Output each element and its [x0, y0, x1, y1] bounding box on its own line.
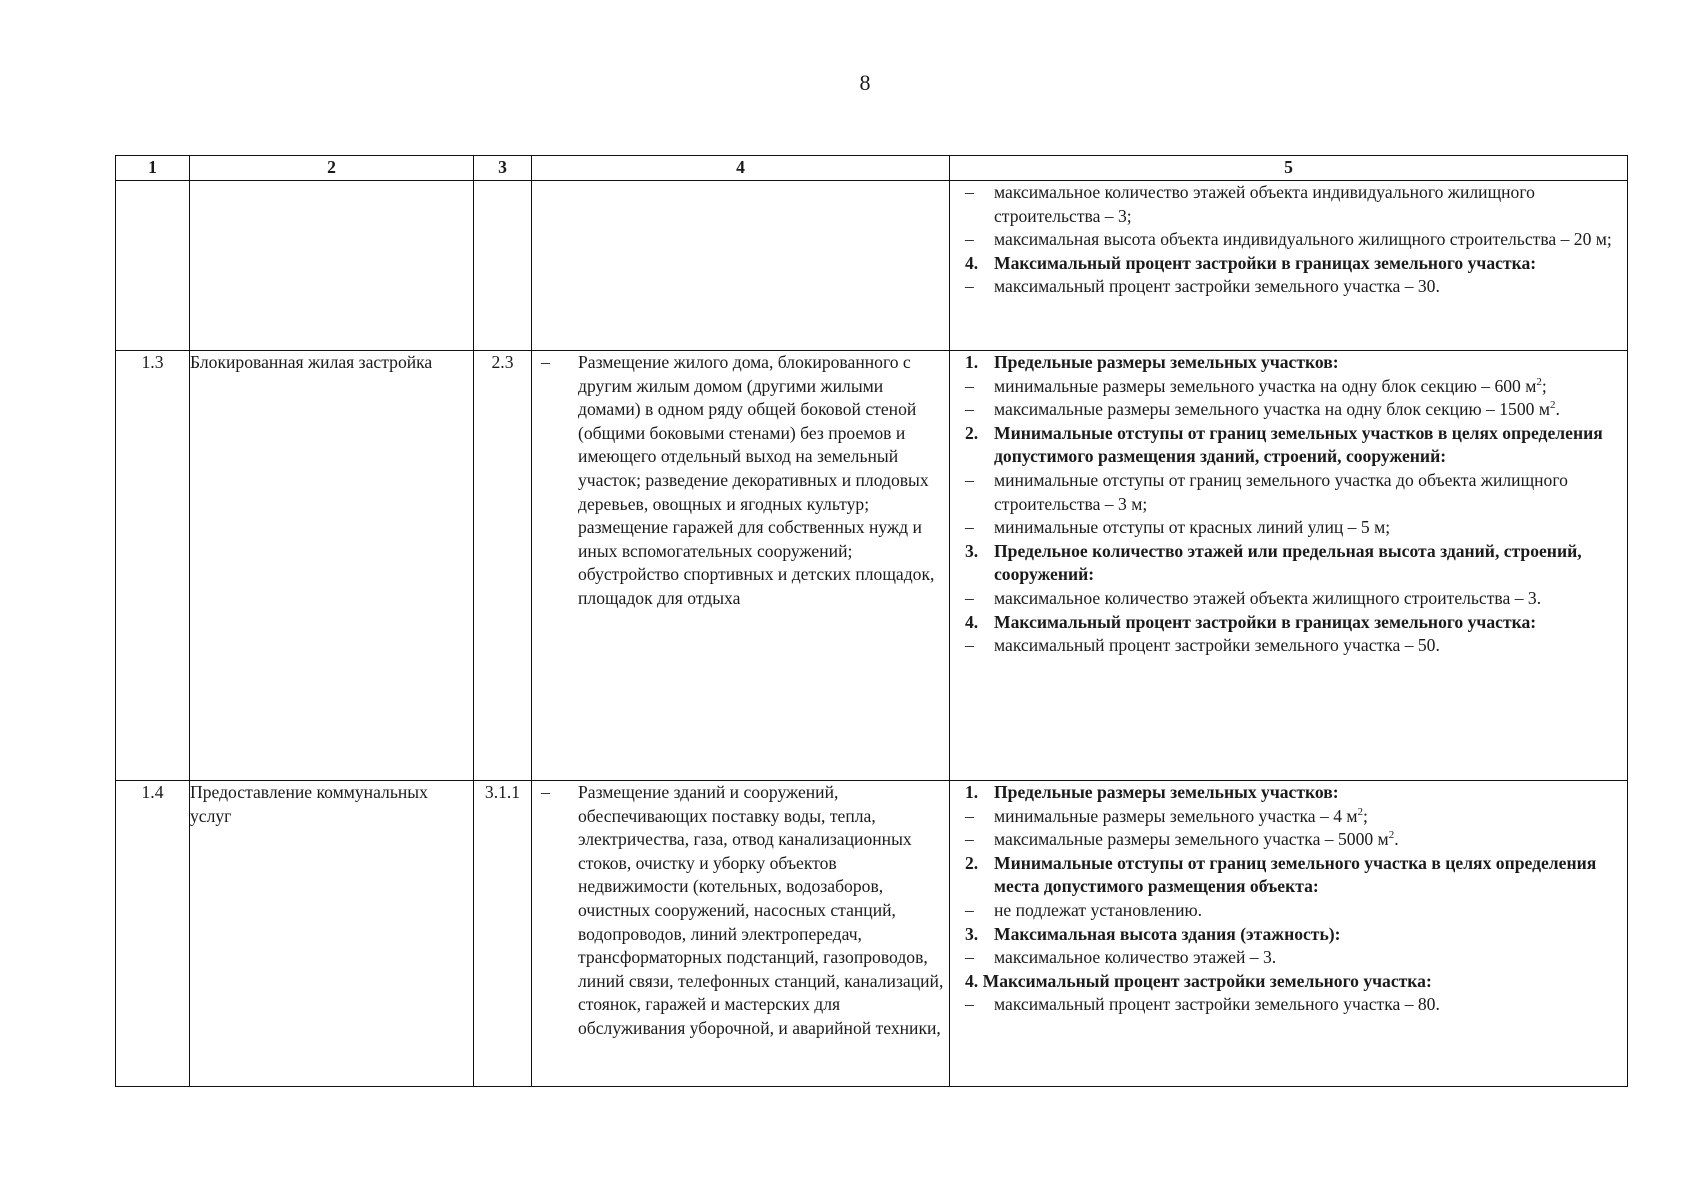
parameter-heading [950, 923, 1627, 947]
description-text: Размещение жилого дома, блокированного с другим жилым домом (другими жилыми домами) в одном ряду общей боковой стеной (общими боковыми стенами) без проемов и имеющего отдельный выход на земельный участок; разведение декоративных и плодовых деревьев, овощных и ягодных культур; размещение гаражей для собственных нужд и иных вспомогательных сооружений; обустройство спортивных и детских площадок, площадок для отдыха [578, 352, 935, 608]
parameter-text-main: максимальные размеры земельного участка – 5000 м [994, 829, 1389, 850]
parameter-text [994, 351, 1627, 375]
parameter-value [950, 516, 1627, 540]
parameter-value [950, 805, 1627, 829]
parameter-text-main: минимальные размеры земельного участка на одну блок секцию – 600 м [994, 375, 1537, 396]
parameter-text-main: Предельные размеры земельных участков: [994, 352, 1339, 372]
parameter-text [994, 852, 1627, 899]
cell-parameters [950, 181, 1628, 351]
parameter-text-main: Минимальные отступы от границ земельных участков в целях определения допустимого размещения зданий, строений, сооружений: [994, 422, 1603, 467]
parameter-value [950, 398, 1627, 422]
cell-description [532, 181, 950, 351]
description-text: Размещение зданий и сооружений, обеспечивающих поставку воды, тепла, электричества, газа, отвод канализационных стоков, очистку и уборку объектов недвижимости (котельных, водозаборов, очистных сооружений, насосных станций, водопроводов, линий электропередач, трансформаторных подстанций, газопроводов, линий связи, телефонных станций, канализаций, стоянок, гаражей и мастерских для обслуживания уборочной, и аварийной техники, [578, 782, 944, 1038]
cell-name: Предоставление коммунальных услуг [190, 781, 474, 1087]
dash-marker: – [965, 805, 974, 826]
parameter-value [950, 993, 1627, 1017]
dash-marker: – [965, 899, 974, 920]
dash-marker: – [965, 469, 974, 490]
parameter-text-main: Предельные размеры земельных участков: [994, 782, 1339, 802]
parameter-text [994, 946, 1627, 970]
superscript: 2 [1357, 805, 1364, 818]
parameter-text-main: 4. Максимальный процент застройки земельного участка: [965, 970, 1432, 991]
dash-marker: – [965, 399, 974, 420]
dash-marker: – [965, 829, 974, 850]
parameter-heading [950, 852, 1627, 899]
dash-marker: – [965, 635, 974, 656]
parameter-heading [950, 351, 1627, 375]
parameter-text [994, 375, 1627, 399]
cell-name [190, 181, 474, 351]
parameter-heading [950, 540, 1627, 587]
cell-code: 2.3 [474, 351, 532, 781]
punctuation: . [1555, 399, 1560, 420]
cell-parameters [950, 351, 1628, 781]
parameter-heading [950, 970, 1627, 994]
parameter-heading [950, 611, 1627, 635]
column-header-1: 1 [116, 156, 190, 181]
parameter-text-main: максимальное количество этажей – 3. [994, 947, 1277, 968]
parameter-value [950, 375, 1627, 399]
parameter-text-main: не подлежат установлению. [994, 899, 1203, 920]
cell-code [474, 181, 532, 351]
page-number: 8 [859, 70, 871, 95]
parameter-text-main: максимальное количество этажей объекта индивидуального жилищного строительства – 3; [994, 182, 1535, 226]
description-dash: – [541, 352, 550, 372]
parameter-text [994, 275, 1627, 299]
punctuation: ; [1363, 805, 1368, 826]
column-header-3: 3 [474, 156, 532, 181]
number-marker: 3. [965, 923, 979, 944]
cell-description [532, 351, 950, 781]
number-marker: 1. [965, 782, 979, 802]
table-row [116, 781, 1628, 1087]
parameter-text-main: Максимальная высота здания (этажность): [994, 923, 1341, 944]
parameter-heading [950, 781, 1627, 805]
parameter-text [994, 828, 1627, 852]
parameter-text [994, 781, 1627, 805]
parameter-text [994, 587, 1627, 611]
dash-marker: – [965, 517, 974, 538]
cell-description [532, 781, 950, 1087]
parameter-value [950, 275, 1627, 299]
dash-marker: – [965, 947, 974, 968]
parameter-text [994, 923, 1627, 947]
parameter-value [950, 587, 1627, 611]
table-row-continued [116, 181, 1628, 351]
cell-parameters [950, 781, 1628, 1087]
table-row [116, 351, 1628, 781]
parameter-text [994, 252, 1627, 276]
parameter-value [950, 946, 1627, 970]
cell-name: Блокированная жилая застройка [190, 351, 474, 781]
column-header-4: 4 [532, 156, 950, 181]
parameter-text-main: Предельное количество этажей или предельная высота зданий, строений, сооружений: [994, 540, 1582, 585]
parameter-value [950, 228, 1627, 252]
dash-marker: – [965, 182, 974, 202]
dash-marker: – [965, 994, 974, 1015]
punctuation: ; [1541, 375, 1547, 396]
parameter-text [994, 899, 1627, 923]
parameter-text-main: Минимальные отступы от границ земельного участка в целях определения места допустимого размещения объекта: [994, 852, 1597, 897]
parameter-text [994, 805, 1627, 829]
number-marker: 4. [965, 252, 979, 273]
parameter-text [994, 398, 1627, 422]
column-header-2: 2 [190, 156, 474, 181]
dash-marker: – [965, 375, 974, 396]
parameter-text [994, 469, 1627, 516]
parameter-heading [950, 252, 1627, 276]
dash-marker: – [965, 229, 974, 250]
number-marker: 2. [965, 852, 979, 873]
parameter-text-main: Максимальный процент застройки в границах земельного участка: [994, 611, 1537, 632]
dash-marker: – [965, 587, 974, 608]
parameter-text [994, 611, 1627, 635]
parameter-text-main: максимальный процент застройки земельного участка – 50. [994, 635, 1440, 656]
dash-marker: – [965, 276, 974, 297]
parameter-value [950, 634, 1627, 658]
column-header-5: 5 [950, 156, 1628, 181]
description-dash: – [541, 782, 550, 802]
parameter-text [994, 634, 1627, 658]
number-marker: 2. [965, 422, 979, 443]
parameter-value [950, 181, 1627, 228]
superscript: 2 [1549, 399, 1556, 412]
number-marker: 3. [965, 540, 979, 561]
parameter-text-main: максимальная высота объекта индивидуального жилищного строительства – 20 м; [994, 229, 1612, 250]
header-row [116, 156, 1628, 181]
parameter-heading [950, 422, 1627, 469]
punctuation: . [1394, 829, 1399, 850]
parameter-text-main: максимальный процент застройки земельного участка – 30. [994, 276, 1440, 297]
superscript: 2 [1536, 375, 1542, 388]
superscript: 2 [1388, 829, 1395, 842]
parameter-text [994, 540, 1627, 587]
parameter-text-main: максимальное количество этажей объекта жилищного строительства – 3. [994, 587, 1542, 608]
parameter-text [994, 993, 1627, 1017]
parameter-text-main: минимальные размеры земельного участка – 4 м [994, 805, 1358, 826]
parameter-text [994, 181, 1627, 228]
parameter-text [994, 516, 1627, 540]
parameter-text-main: минимальные отступы от границ земельного участка до объекта жилищного строительства – 3 м; [994, 469, 1568, 514]
parameter-text [965, 970, 1627, 994]
parameter-text-main: Максимальный процент застройки в границах земельного участка: [994, 252, 1537, 273]
parameter-text-main: минимальные отступы от красных линий улиц – 5 м; [994, 517, 1391, 538]
parameter-text-main: максимальный процент застройки земельного участка – 80. [994, 994, 1440, 1015]
cell-num: 1.4 [116, 781, 190, 1087]
number-marker: 4. [965, 611, 979, 632]
parameter-text [994, 228, 1627, 252]
parameter-text-main: максимальные размеры земельного участка на одну блок секцию – 1500 м [994, 399, 1550, 420]
cell-code: 3.1.1 [474, 781, 532, 1087]
cell-num [116, 181, 190, 351]
parameter-value [950, 899, 1627, 923]
parameter-value [950, 828, 1627, 852]
parameter-value [950, 469, 1627, 516]
zoning-table [115, 155, 1628, 1087]
parameter-text [994, 422, 1627, 469]
number-marker: 1. [965, 352, 979, 372]
cell-num: 1.3 [116, 351, 190, 781]
